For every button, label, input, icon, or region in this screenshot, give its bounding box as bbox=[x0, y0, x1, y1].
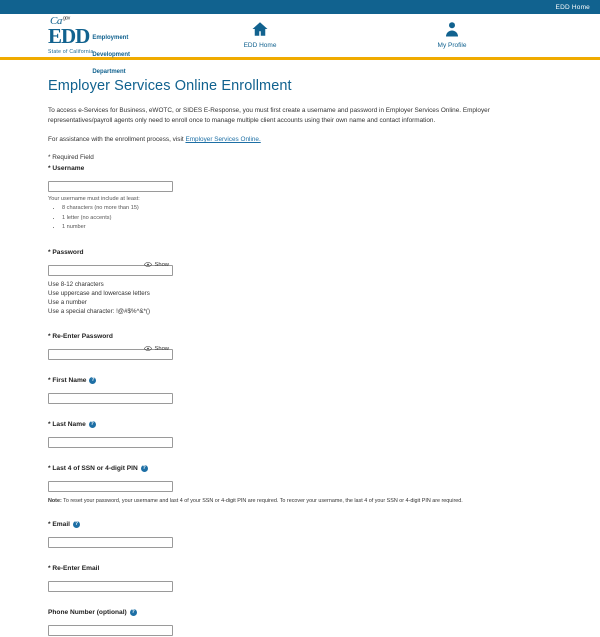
ca-gov-logo: $Ca^{.gov}$ bbox=[50, 15, 70, 27]
phone-number-input[interactable] bbox=[48, 625, 173, 636]
first-name-input[interactable] bbox=[48, 393, 173, 404]
ssn-pin-input-row bbox=[48, 475, 173, 493]
user-icon bbox=[407, 20, 497, 40]
reenter-password-input-row bbox=[48, 343, 173, 361]
ssn-pin-label bbox=[48, 465, 552, 472]
reenter-email-field[interactable] bbox=[48, 581, 173, 592]
nav-item-my-profile[interactable] bbox=[407, 20, 497, 49]
page-title: Employer Services Online Enrollment bbox=[48, 78, 292, 94]
ssn-pin-input[interactable] bbox=[48, 481, 173, 492]
username-hint-lead: Your username must include at least: bbox=[48, 195, 140, 202]
password-rule: Use a number bbox=[48, 299, 87, 307]
site-header bbox=[0, 14, 600, 75]
reenter-password-label: * Re-Enter Password bbox=[48, 333, 113, 341]
help-icon[interactable]: ? bbox=[90, 421, 94, 428]
password-input-row bbox=[48, 259, 173, 277]
utility-topbar bbox=[0, 0, 600, 14]
list-item: • 1 number bbox=[62, 223, 552, 233]
edd-logo-line1: Employment bbox=[92, 35, 129, 41]
password-rule: Use 8-12 characters bbox=[48, 281, 104, 289]
username-label: * Username bbox=[48, 164, 85, 172]
main-content bbox=[0, 60, 600, 637]
ssn-pin-note-bold: Note: bbox=[48, 498, 62, 505]
list-item: • 1 letter (no accents) bbox=[62, 214, 552, 224]
topbar-edd-home-link[interactable]: EDD Home bbox=[555, 3, 590, 11]
first-name-input-row bbox=[48, 387, 173, 405]
email-field[interactable] bbox=[48, 537, 173, 548]
last-name-input[interactable] bbox=[48, 437, 173, 448]
email-input-row bbox=[48, 531, 173, 549]
eye-icon bbox=[144, 262, 152, 267]
nav-label-my-profile: My Profile bbox=[437, 42, 467, 49]
password-rules bbox=[48, 281, 552, 317]
eye-icon bbox=[144, 346, 152, 351]
intro-paragraph: To access e-Services for Business, eWOTC, or SIDES E-Response, you must first create a username and password in Employer Services Online. Employer representatives/payroll agents only need to enroll once to manage multiple client accounts using their own name and contact information. bbox=[48, 107, 490, 124]
email-label bbox=[48, 521, 552, 528]
username-input-row bbox=[48, 175, 173, 193]
edd-logo-text bbox=[92, 26, 130, 77]
assistance-paragraph bbox=[48, 136, 552, 143]
home-icon bbox=[215, 20, 305, 40]
last-name-label-text: * Last Name bbox=[48, 421, 86, 429]
help-icon[interactable]: ? bbox=[91, 377, 95, 384]
first-name-label bbox=[48, 377, 552, 384]
ssn-pin-note bbox=[48, 497, 528, 505]
nav-label-edd-home: EDD Home bbox=[243, 42, 277, 49]
reenter-password-show-label: Show bbox=[154, 345, 169, 352]
password-rule: Use a special character: !@#$%^&*() bbox=[48, 308, 151, 316]
username-input[interactable] bbox=[48, 181, 173, 192]
password-show-toggle[interactable] bbox=[144, 260, 169, 269]
ssn-pin-note-text: To reset your password, your username and last 4 of your SSN or 4-digit PIN are required. To recover your username, the last 4 of your SSN or 4-digit PIN are required. bbox=[61, 498, 463, 505]
reenter-password-show-toggle[interactable] bbox=[144, 344, 169, 353]
phone-number-input-row bbox=[48, 619, 173, 637]
password-show-label: Show bbox=[154, 261, 169, 268]
reenter-email-input-row bbox=[48, 575, 173, 593]
help-icon[interactable]: ? bbox=[142, 465, 146, 472]
edd-logo-line2: Development bbox=[92, 51, 131, 58]
help-icon[interactable]: ? bbox=[131, 609, 135, 616]
first-name-label-text: * First Name bbox=[48, 377, 87, 385]
required-field-note: * Required Field bbox=[48, 153, 94, 161]
nav-item-edd-home[interactable] bbox=[215, 20, 305, 49]
last-name-label bbox=[48, 421, 552, 428]
username-hint-list bbox=[62, 204, 552, 233]
phone-number-label bbox=[48, 609, 552, 616]
help-icon[interactable]: ? bbox=[74, 521, 79, 528]
ssn-pin-label-text: * Last 4 of SSN or 4-digit PIN bbox=[48, 465, 138, 473]
phone-number-label-text: Phone Number (optional) bbox=[48, 609, 127, 617]
list-item: • 8 characters (no more than 15) bbox=[62, 204, 552, 214]
password-label: * Password bbox=[48, 249, 84, 257]
edd-logo-state: State of California bbox=[48, 49, 94, 55]
employer-services-online-link[interactable]: Employer Services Online. bbox=[185, 135, 261, 143]
last-name-input-row bbox=[48, 431, 173, 449]
edd-logo-line3: Department bbox=[92, 68, 126, 75]
reenter-email-label: * Re-Enter Email bbox=[48, 565, 100, 573]
assistance-text: For assistance with the enrollment process, visit bbox=[48, 135, 186, 143]
email-label-text: * Email bbox=[48, 521, 70, 529]
edd-wordmark: EDD bbox=[48, 24, 90, 48]
password-rule: Use uppercase and lowercase letters bbox=[48, 290, 150, 298]
